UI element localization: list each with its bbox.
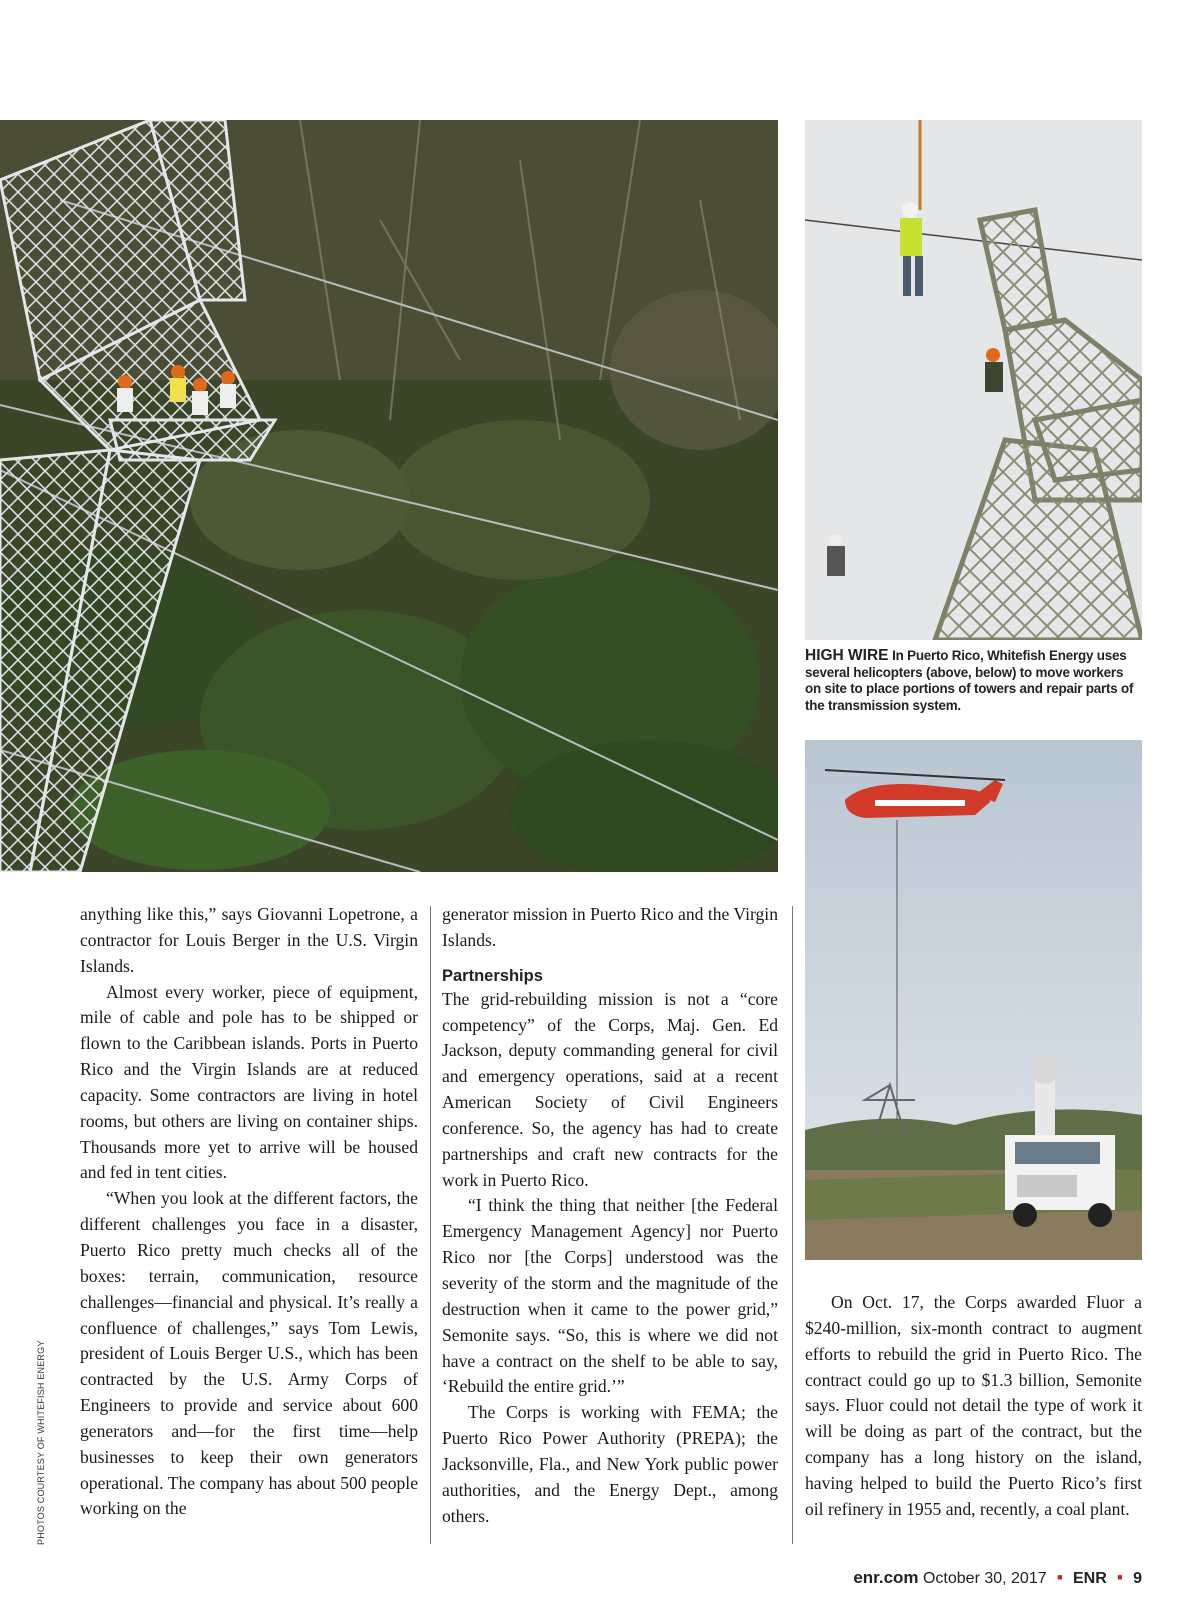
helicopter-truck-photo <box>805 740 1142 1260</box>
footer-date: October 30, 2017 <box>922 1570 1047 1587</box>
column-rule-right <box>792 906 793 1544</box>
article-column-3 <box>805 1290 1142 1523</box>
article-column-2 <box>442 902 778 1529</box>
caption-body: In Puerto Rico, Whitefish Energy uses several helicopters (above, below) to move workers on site to place portions of towers and repair parts of the transmission system. <box>805 648 1134 713</box>
footer-magazine: ENR <box>1072 1570 1107 1587</box>
workers-on-tower-photo <box>805 120 1142 640</box>
col2-paragraph-3: “I think the thing that neither [the Federal Emergency Management Agency] nor Puerto Rico nor [the Corps] understood was the severity of the storm and the magnitude of the destruction when it came to the power grid,” Semonite says. “So, this is where we did not have a contract on the shelf to be able to say, ‘Rebuild the entire grid.’” <box>442 1195 778 1397</box>
helicopter-truck-illustration <box>805 740 1142 1260</box>
col2-paragraph-2: The grid-rebuilding mission is not a “core competency” of the Corps, Maj. Gen. Ed Jackson, deputy commanding general for civil and emergency operations, said at a recent American Society of Civil Engineers conference. So, the agency has had to create partnerships and craft new contracts for the work in Puerto Rico. <box>442 988 778 1190</box>
article-column-1 <box>80 902 418 1522</box>
col3-paragraph-1: On Oct. 17, the Corps awarded Fluor a $240-million, six-month contract to augment efforts to rebuild the grid in Puerto Rico. The contract could go up to $1.3 billion, Semonite says. Fluor could not detail the type of work it will be doing as part of the contract, but the company has a long history on the island, having helped to build the Puerto Rico’s first oil refinery in 1955 and, recently, a coal plant. <box>805 1292 1142 1519</box>
col1-paragraph-3: “When you look at the different factors, the different challenges you face in a disaster, Puerto Rico pretty much checks all of the boxes: terrain, communication, resource challenges—financial and physical. It’s really a confluence of challenges,” says Tom Lewis, president of Louis Berger U.S., which has been contracted by the U.S. Army Corps of Engineers to provide and service about 600 generators and—for the first time—help businesses to keep their own generators operational. The company has about 500 people working on the <box>80 1188 418 1519</box>
photo-caption <box>805 648 1142 714</box>
photo-credit: PHOTOS COURTESY OF WHITEFISH ENERGY <box>36 1340 46 1545</box>
col2-paragraph-4: The Corps is working with FEMA; the Puerto Rico Power Authority (PREPA); the Jacksonville, Fla., and New York public power authorities, and the Energy Dept., among others. <box>442 1402 778 1526</box>
workers-on-tower-illustration <box>805 120 1142 640</box>
column-rule-left <box>430 906 431 1544</box>
footer-separator-square-icon: ■ <box>1057 1572 1063 1582</box>
footer-separator-square-icon: ■ <box>1117 1572 1123 1582</box>
col2-paragraph-1: generator mission in Puerto Rico and the Virgin Islands. <box>442 904 778 950</box>
footer-site: enr.com <box>853 1568 919 1587</box>
page-footer <box>853 1568 1142 1588</box>
aerial-tower-illustration <box>0 120 778 872</box>
page-number: 9 <box>1133 1570 1142 1587</box>
col1-paragraph-2: Almost every worker, piece of equipment, mile of cable and pole has to be shipped or flown to the Caribbean islands. Ports in Puerto Rico and the Virgin Islands are at reduced capacity. Some contractors are living in hotel rooms, but others are living on container ships. Thousands more yet to arrive will be housed and fed in tent cities. <box>80 981 418 1183</box>
section-subhead: Partnerships <box>442 966 543 985</box>
caption-heading: HIGH WIRE <box>805 647 889 664</box>
aerial-tower-photo <box>0 120 778 872</box>
col1-paragraph-1: anything like this,” says Giovanni Lopetrone, a contractor for Louis Berger in the U.S. Virgin Islands. <box>80 904 418 976</box>
